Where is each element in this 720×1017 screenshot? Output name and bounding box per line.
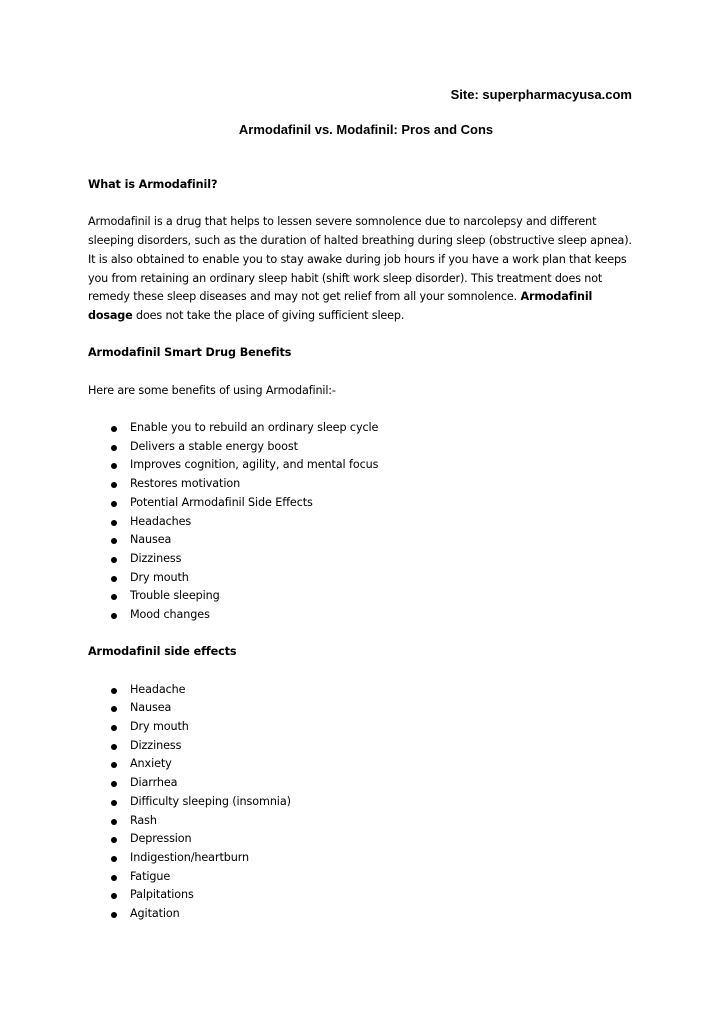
list-item-text: Dry mouth — [130, 720, 189, 734]
side-effects-list — [88, 681, 638, 924]
dosage-keyword: Armodafinil dosage — [88, 290, 593, 322]
list-item — [88, 456, 638, 475]
list-item — [88, 494, 638, 513]
list-item-text: Headaches — [130, 514, 192, 528]
list-item-text: Difficulty sleeping (insomnia) — [130, 794, 291, 808]
bullet-icon — [111, 426, 117, 432]
bullet-icon — [111, 762, 117, 768]
list-item — [88, 886, 638, 905]
list-item-text: Indigestion/heartburn — [130, 850, 250, 864]
bullet-icon — [111, 576, 117, 582]
section-heading-what-is: What is Armodafinil? — [88, 178, 218, 191]
list-item — [88, 868, 638, 887]
document-body — [88, 176, 638, 924]
section-heading-side-effects: Armodafinil side effects — [88, 645, 237, 659]
list-item — [88, 793, 638, 812]
list-item — [88, 569, 638, 588]
list-item — [88, 830, 638, 849]
list-item — [88, 774, 638, 793]
list-item — [88, 475, 638, 494]
site-label: Site: superpharmacyusa.com — [450, 87, 632, 102]
list-item — [88, 531, 638, 550]
bullet-icon — [111, 538, 117, 544]
list-item — [88, 699, 638, 718]
bullet-icon — [111, 445, 117, 451]
list-item-text: Dry mouth — [130, 570, 189, 584]
section-heading-benefits: Armodafinil Smart Drug Benefits — [88, 346, 292, 360]
document-title: Armodafinil vs. Modafinil: Pros and Cons — [238, 122, 494, 137]
list-item-text: Dizziness — [130, 551, 182, 565]
list-item — [88, 606, 638, 625]
list-item-text: Delivers a stable energy boost — [130, 439, 298, 453]
list-item-text: Anxiety — [130, 757, 172, 771]
list-item-text: Nausea — [130, 701, 172, 715]
bullet-icon — [111, 837, 117, 843]
list-item-text: Palpitations — [130, 888, 194, 902]
benefits-intro: Here are some benefits of using Armodafinil:- — [88, 383, 336, 397]
bullet-icon — [111, 744, 117, 750]
bullet-icon — [111, 557, 117, 563]
bullet-icon — [111, 688, 117, 694]
list-item — [88, 681, 638, 700]
bullet-icon — [111, 912, 117, 918]
list-item — [88, 550, 638, 569]
list-item-text: Diarrhea — [130, 776, 178, 790]
intro-paragraph — [88, 213, 638, 325]
list-item-text: Fatigue — [130, 869, 171, 883]
list-item — [88, 755, 638, 774]
list-item-text: Mood changes — [130, 607, 210, 621]
list-item-text: Agitation — [130, 906, 180, 920]
list-item — [88, 849, 638, 868]
list-item-text: Restores motivation — [130, 477, 241, 491]
bullet-icon — [111, 706, 117, 712]
list-item — [88, 905, 638, 924]
list-item — [88, 587, 638, 606]
benefits-list — [88, 419, 638, 625]
list-item — [88, 718, 638, 737]
list-item — [88, 737, 638, 756]
bullet-icon — [111, 781, 117, 787]
list-item — [88, 513, 638, 532]
bullet-icon — [111, 501, 117, 507]
bullet-icon — [111, 725, 117, 731]
bullet-icon — [111, 463, 117, 469]
list-item-text: Potential Armodafinil Side Effects — [130, 495, 313, 509]
list-item-text: Enable you to rebuild an ordinary sleep cycle — [130, 421, 379, 435]
list-item — [88, 438, 638, 457]
bullet-icon — [111, 520, 117, 526]
list-item — [88, 812, 638, 831]
list-item-text: Headache — [130, 682, 186, 696]
list-item-text: Rash — [130, 813, 157, 827]
bullet-icon — [111, 875, 117, 881]
bullet-icon — [111, 613, 117, 619]
list-item-text: Dizziness — [130, 738, 182, 752]
list-item-text: Depression — [130, 832, 192, 846]
paragraph-text: Armodafinil is a drug that helps to lessen severe somnolence due to narcolepsy and different sleeping disorders, such as the duration of halted breathing during sleep (obstructive sleep apnea). It is also obtained to enable you to stay awake during job hours if you have a work plan that keeps you from retaining an ordinary sleep habit (shift work sleep disorder). This treatment does not remedy these sleep diseases and may not get relief from all your somnolence. — [88, 215, 632, 304]
bullet-icon — [111, 594, 117, 600]
list-item-text: Improves cognition, agility, and mental focus — [130, 458, 379, 472]
bullet-icon — [111, 800, 117, 806]
list-item-text: Trouble sleeping — [130, 589, 220, 603]
paragraph-text-end: does not take the place of giving sufficient sleep. — [132, 308, 405, 322]
bullet-icon — [111, 893, 117, 899]
list-item-text: Nausea — [130, 533, 172, 547]
bullet-icon — [111, 819, 117, 825]
bullet-icon — [111, 856, 117, 862]
list-item — [88, 419, 638, 438]
bullet-icon — [111, 482, 117, 488]
